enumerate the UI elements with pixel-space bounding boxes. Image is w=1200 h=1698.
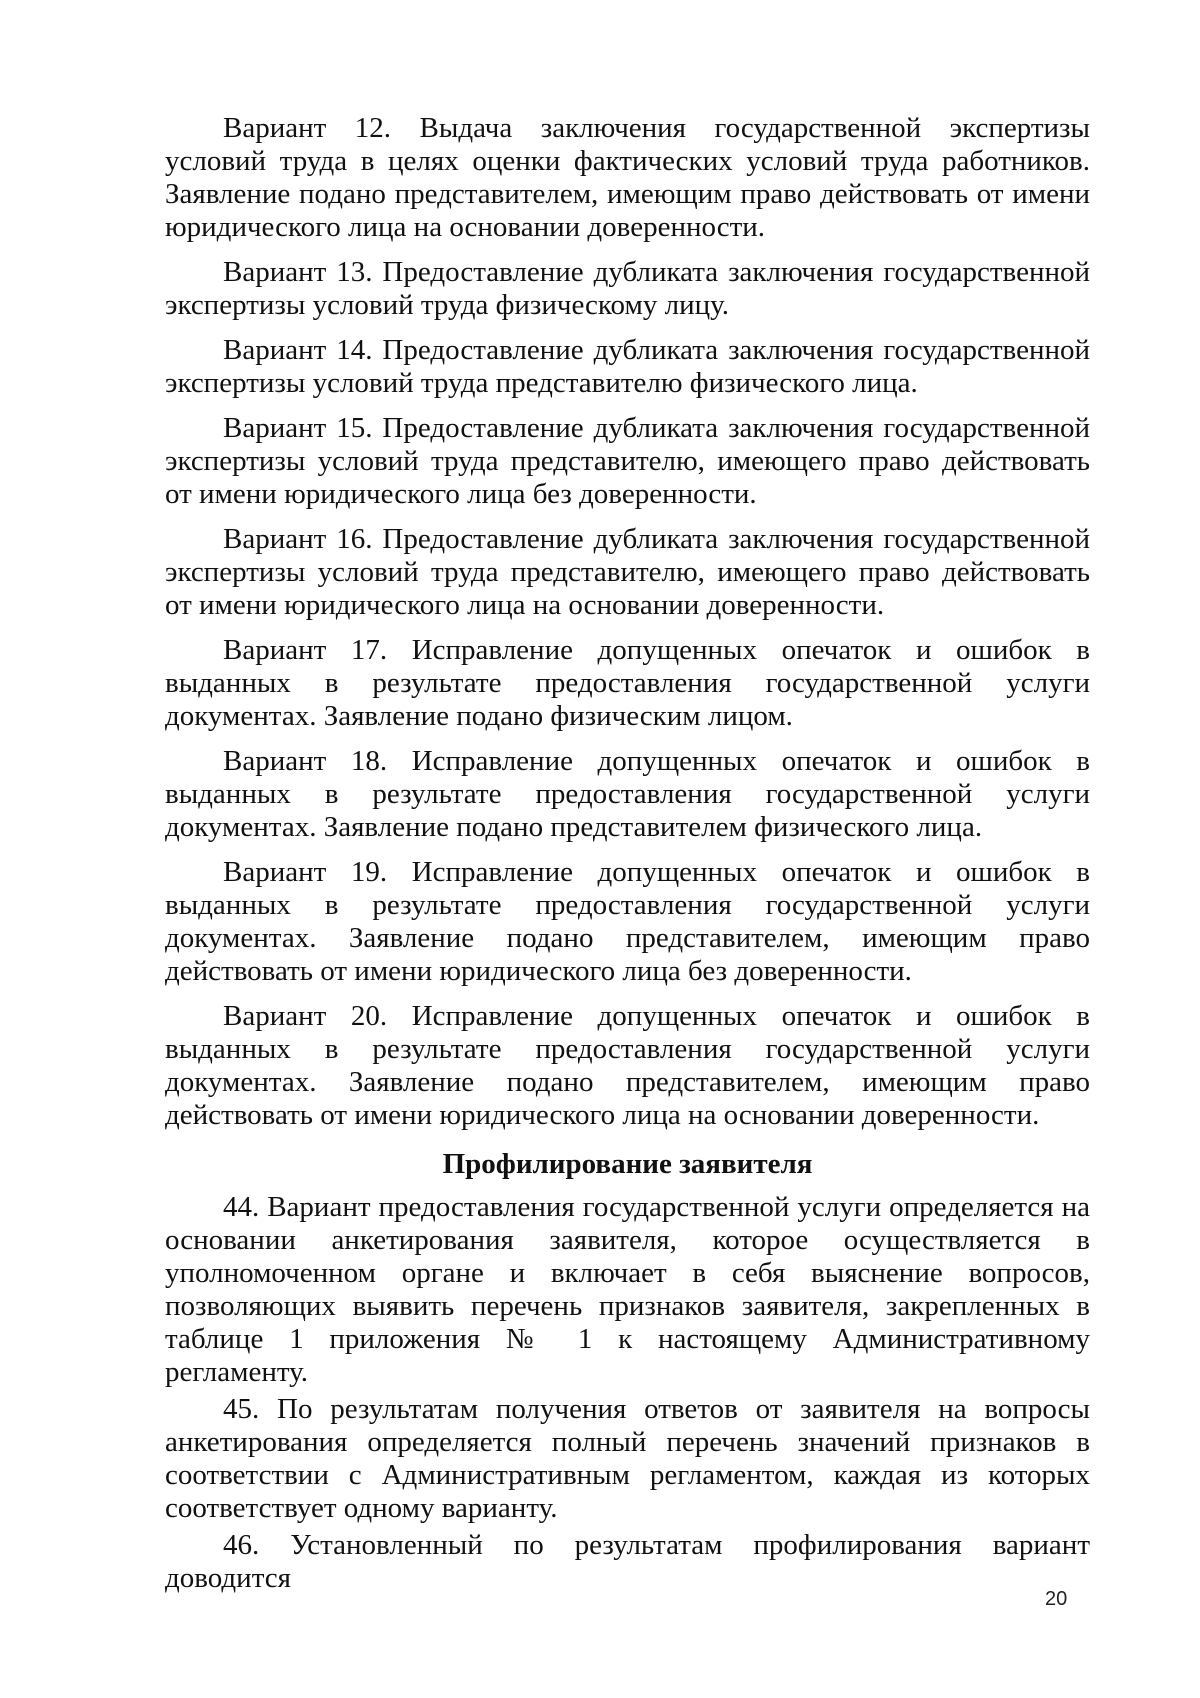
variant-16-paragraph: Вариант 16. Предоставление дубликата заключения государственной экспертизы условий труда представителю, имеющего право действовать от имени юридического лица на основании доверенности.	[165, 523, 1090, 621]
variant-13-paragraph: Вариант 13. Предоставление дубликата заключения государственной экспертизы условий труда физическому лицу.	[165, 256, 1090, 321]
variant-14-paragraph: Вариант 14. Предоставление дубликата заключения государственной экспертизы условий труда представителю физического лица.	[165, 334, 1090, 399]
page-number: 20	[1045, 1588, 1068, 1610]
variant-12-paragraph: Вариант 12. Выдача заключения государственной экспертизы условий труда в целях оценки фактических условий труда работников. Заявление подано представителем, имеющим право действовать от имени юридического лица на основании доверенности.	[165, 112, 1090, 243]
clause-45-paragraph: 45. По результатам получения ответов от заявителя на вопросы анкетирования определяется полный перечень значений признаков в соответствии с Административным регламентом, каждая из которых соответствует одному варианту.	[165, 1393, 1090, 1524]
section-title: Профилирование заявителя	[442, 1148, 813, 1180]
variant-17-paragraph: Вариант 17. Исправление допущенных опечаток и ошибок в выданных в результате предоставления государственной услуги документах. Заявление подано физическим лицом.	[165, 634, 1090, 732]
clause-46-paragraph: 46. Установленный по результатам профилирования вариант доводится	[165, 1529, 1090, 1594]
clause-44-paragraph: 44. Вариант предоставления государственной услуги определяется на основании анкетирования заявителя, которое осуществляется в уполномоченном органе и включает в себя выяснение вопросов, позволяющих выявить перечень признаков заявителя, закрепленных в таблице 1 приложения № 1 к настоящему Административному регламенту.	[165, 1191, 1090, 1388]
variant-20-paragraph: Вариант 20. Исправление допущенных опечаток и ошибок в выданных в результате предоставления государственной услуги документах. Заявление подано представителем, имеющим право действовать от имени юридического лица на основании доверенности.	[165, 1000, 1090, 1131]
document-body	[165, 112, 1090, 1599]
variant-15-paragraph: Вариант 15. Предоставление дубликата заключения государственной экспертизы условий труда представителю, имеющего право действовать от имени юридического лица без доверенности.	[165, 412, 1090, 510]
variant-19-paragraph: Вариант 19. Исправление допущенных опечаток и ошибок в выданных в результате предоставления государственной услуги документах. Заявление подано представителем, имеющим право действовать от имени юридического лица без доверенности.	[165, 856, 1090, 987]
variant-18-paragraph: Вариант 18. Исправление допущенных опечаток и ошибок в выданных в результате предоставления государственной услуги документах. Заявление подано представителем физического лица.	[165, 745, 1090, 843]
